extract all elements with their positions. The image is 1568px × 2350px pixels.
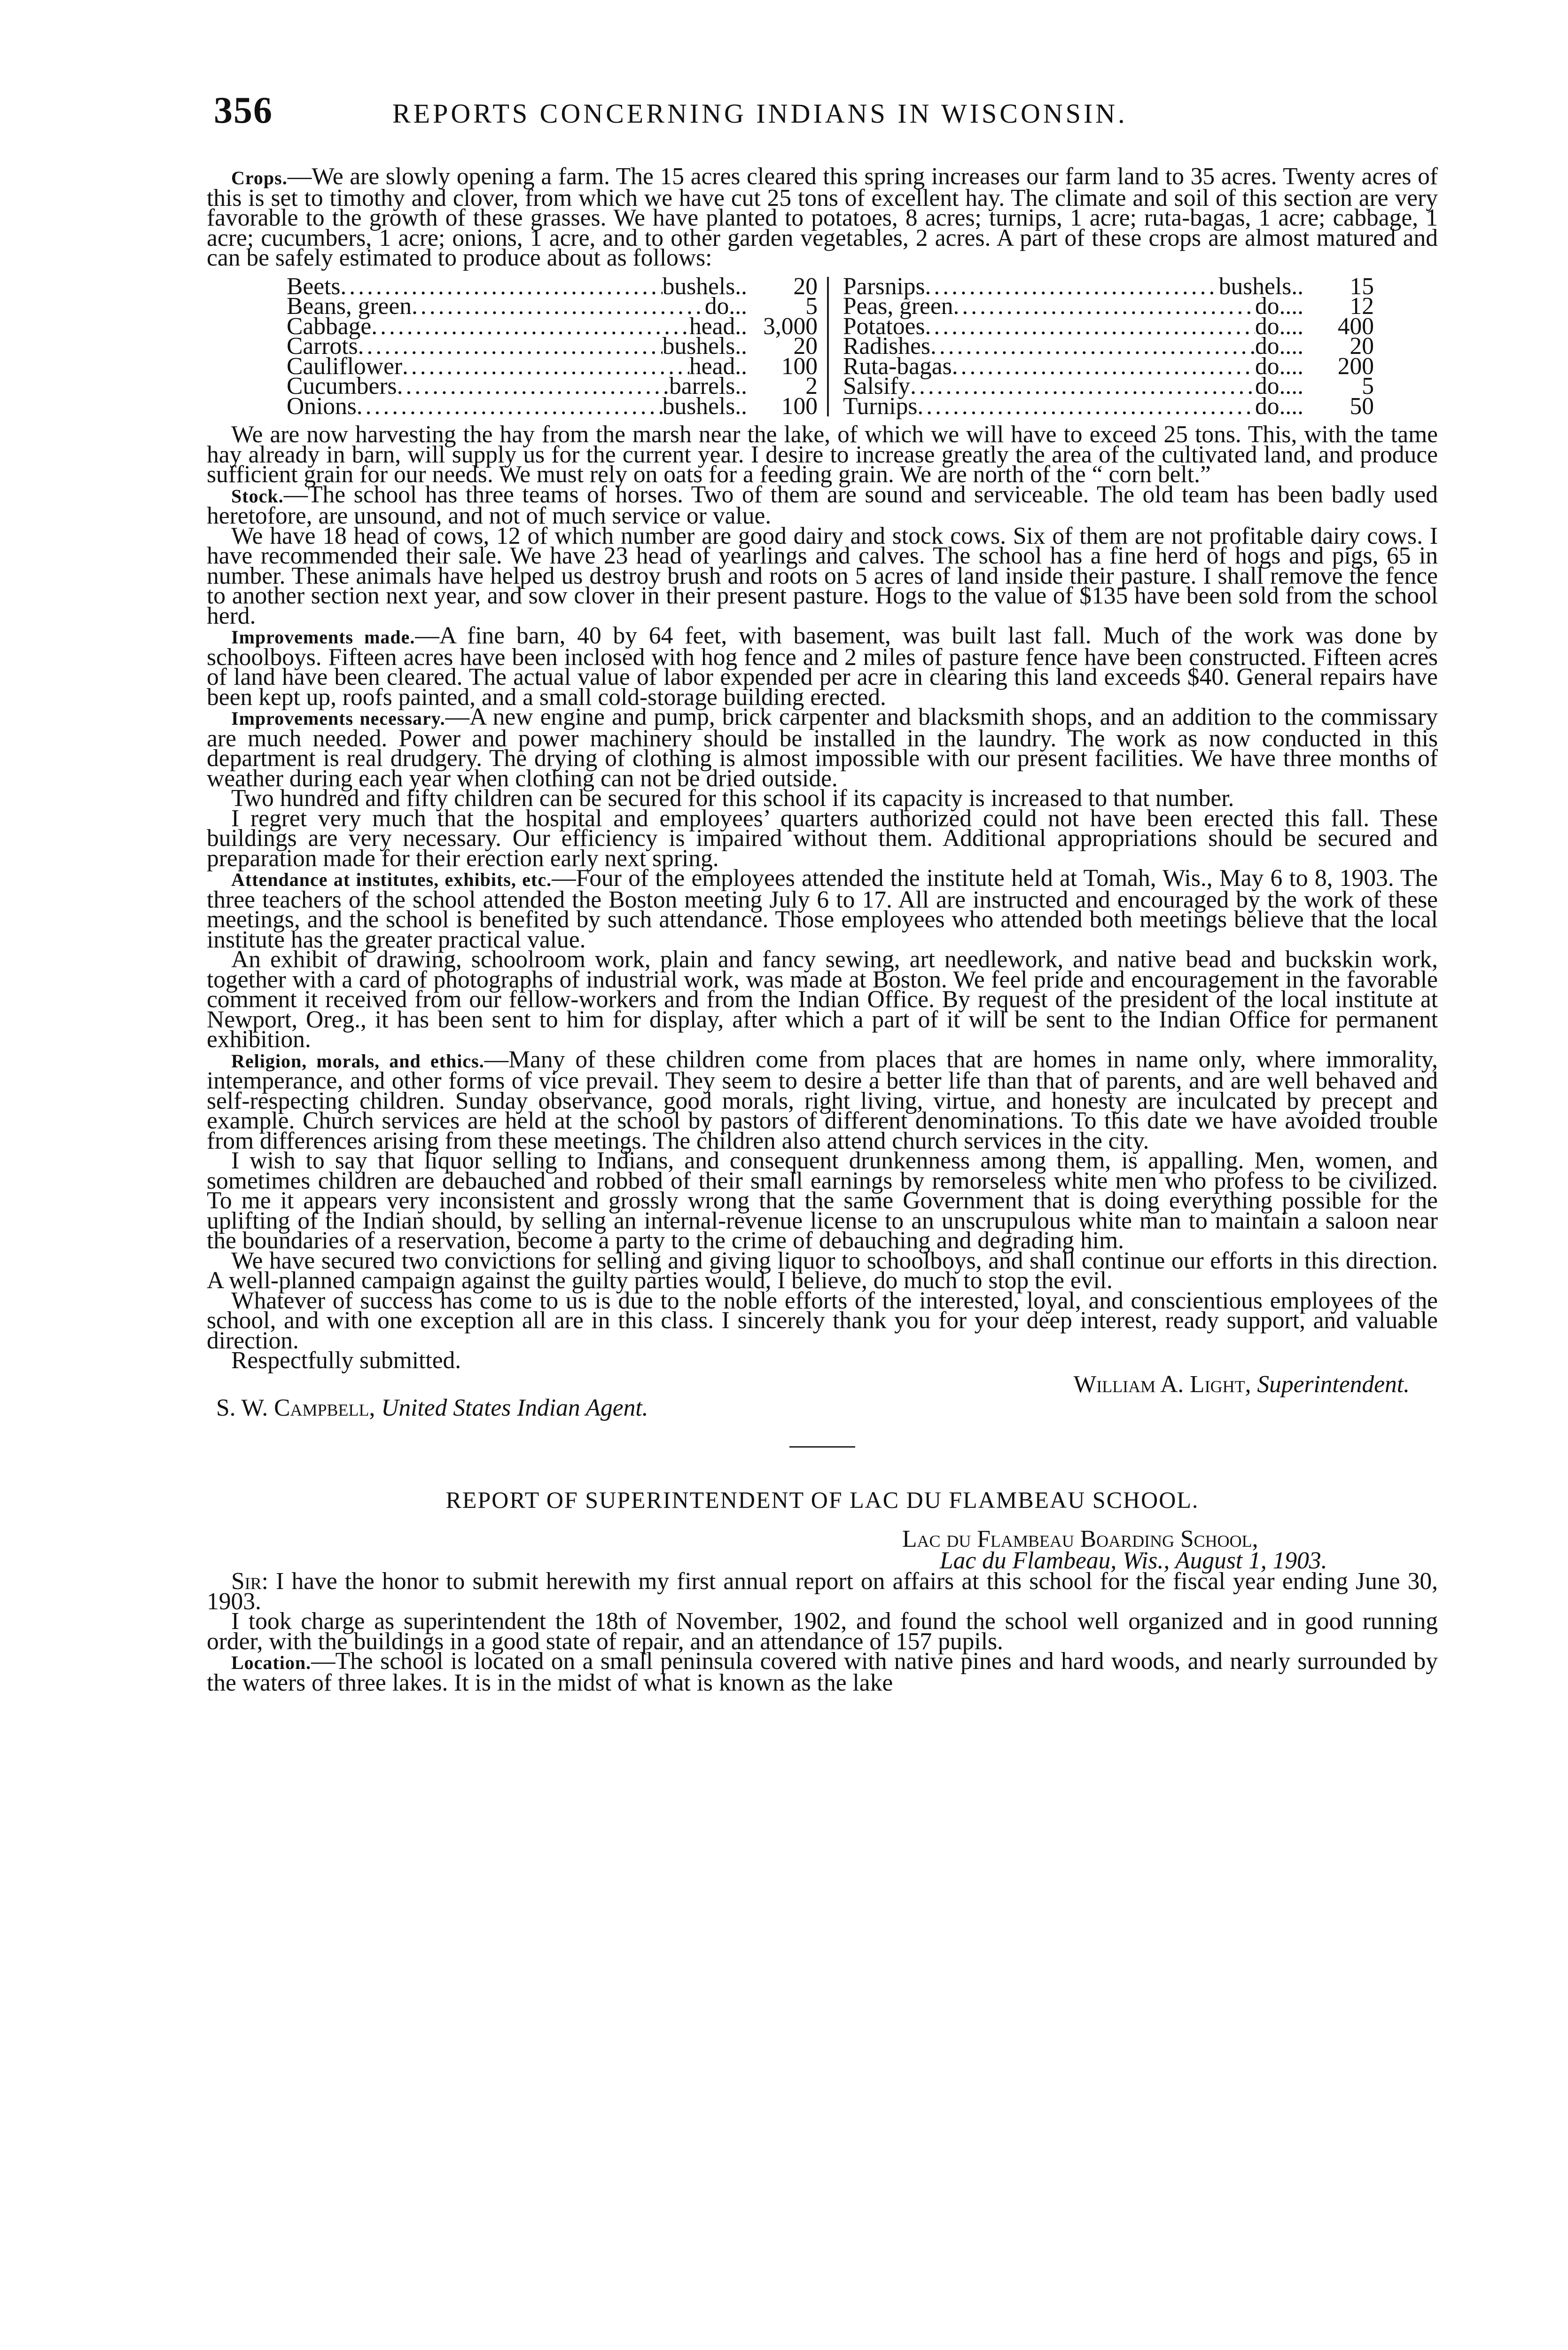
letter-address (902, 1528, 1438, 1572)
signature-block (207, 1371, 1438, 1423)
table-row: Ruta-bagas ..... do.... 200 (843, 357, 1374, 377)
stock-heading: Stock. (231, 485, 284, 507)
improvements-necessary-paragraph: Improvements necessary.—A new engine and pump, brick carpenter and blacksmith shops, and an addition to the commissary are much needed. Power and power machinery should be installed in the laundry. The work as now conducted in this department is real drudgery. The drying of clothing is almost impossible with our present facilities. We have three months of weather during each year when clothing can not be dried outside. (207, 704, 1438, 792)
address-line-1: Lac du Flambeau Boarding School, (902, 1526, 1258, 1552)
crops-text: —We are slowly opening a farm. The 15 acres cleared this spring increases our farm land to 35 acres. Twenty acres of this is set to timothy and clover, from which we have cut 25 tons of excellent hay. The climate and soil of this section are very favorable to the growth of these grasses. We have planted to potatoes, 8 acres; turnips, 1 acre; ruta-bagas, 1 acre; cabbage, 1 acre; cucumbers, 1 acre; onions, 1 acre, and to other garden vegetables, 2 acres. A part of these crops are almost matured and can be safely estimated to produce about as follows: (207, 163, 1438, 271)
table-row: Beans, green ..... do... 5 (287, 297, 818, 317)
hospital-paragraph: I regret very much that the hospital and employees’ quarters authorized could not have been erected this fall. These buildings are very necessary. Our efficiency is impaired without them. Additional appropriations should be secured and preparation made for their erection early next spring. (207, 805, 1438, 872)
intro-paragraph: Sir: I have the honor to submit herewith my first annual report on affairs at this school for the fiscal year ending June 30, 1903. (207, 1568, 1438, 1615)
agent-addressee: S. W. Campbell, United States Indian Agent. (216, 1394, 648, 1421)
liquor-paragraph: I wish to say that liquor selling to Indians, and consequent drunkenness among them, is appalling. Men, women, and sometimes children are debauched and robbed of their small earnings by remorseless white men who profess to be civilized. To me it appears very inconsistent and grossly wrong that the same Government that is doing everything possible for the uplifting of the Indian should, by selling an internal-revenue license to an unscrupulous white man to maintain a saloon near the boundaries of a reservation, become a party to the crime of debauching and degrading him. (207, 1147, 1438, 1254)
address-line-2: Lac du Flambeau, Wis., August 1, 1903. (940, 1547, 1327, 1574)
table-row: Parsnips ..... bushels.. 15 (843, 277, 1374, 297)
section-divider (789, 1446, 855, 1448)
improvements-made-heading: Improvements made. (231, 627, 415, 648)
table-row: Salsify ..... do.... 5 (843, 376, 1374, 397)
improvements-necessary-heading: Improvements necessary. (231, 708, 445, 729)
table-row: Cucumbers ..... barrels.. 2 (287, 376, 818, 397)
crops-paragraph (207, 163, 1438, 271)
location-paragraph: Location.—The school is located on a small peninsula covered with native pines and hard woods, and nearly surrounded by the waters of three lakes. It is in the midst of what is known as the lake (207, 1648, 1438, 1696)
table-row: Cauliflower ..... head.. 100 (287, 357, 818, 377)
table-row: Potatoes ..... do.... 400 (843, 317, 1374, 337)
stock-paragraph: Stock.—The school has three teams of horses. Two of them are sound and serviceable. The old team has been badly used heretofore, are unsound, and not of much service or value. (207, 481, 1438, 529)
page-number: 356 (214, 90, 273, 131)
salutation: Sir: (231, 1568, 268, 1595)
capacity-paragraph: Two hundred and fifty children can be secured for this school if its capacity is increased to that number. (231, 785, 1234, 812)
improvements-made-paragraph: Improvements made.—A fine barn, 40 by 64 feet, with basement, was built last fall. Much of the work was done by schoolboys. Fifteen acres have been inclosed with hog fence and 2 miles of pasture fence have been constructed. Fifteen acres of land have been cleared. The actual value of labor expended per acre in clearing this land exceeds $40. General repairs have been kept up, roofs painted, and a small cold-storage building erected. (207, 622, 1438, 711)
charge-paragraph: I took charge as superintendent the 18th of November, 1902, and found the school well organized and in good running order, with the buildings in a good state of repair, and an attendance of 157 pupils. (207, 1608, 1438, 1655)
table-row: Cabbage ..... head.. 3,000 (287, 317, 818, 337)
page-body (207, 163, 1438, 1696)
table-row: Carrots ..... bushels.. 20 (287, 337, 818, 357)
attendance-heading: Attendance at institutes, exhibits, etc. (231, 869, 552, 890)
harvest-paragraph: We are now harvesting the hay from the marsh near the lake, of which we will have to exceed 25 tons. This, with the tame hay already in barn, will supply us for the current year. I desire to increase greatly the area of the cultivated land, and produce sufficient grain for our needs. We must rely on oats for a feeding grain. We are north of the “ corn belt.” (207, 421, 1438, 488)
success-paragraph: Whatever of success has come to us is due to the noble efforts of the interested, loyal, and conscientious employees of the school, and with one exception all are in this class. I sincerely thank you for your deep interest, ready support, and valuable direction. (207, 1287, 1438, 1354)
running-head: REPORTS CONCERNING INDIANS IN WISCONSIN. (392, 98, 1128, 129)
table-row: Onions ..... bushels.. 100 (287, 397, 818, 417)
crop-table-left-column (287, 273, 829, 420)
crops-heading: Crops. (231, 167, 288, 188)
table-row: Radishes ..... do.... 20 (843, 337, 1374, 357)
table-row: Peas, green ..... do.... 12 (843, 297, 1374, 317)
closing-line: Respectfully submitted. (231, 1347, 461, 1374)
attendance-paragraph: Attendance at institutes, exhibits, etc.—Four of the employees attended the institute held at Tomah, Wis., May 6 to 8, 1903. The three teachers of the school attended the Boston meeting July 6 to 17. All are instructed and encouraged by the work of these meetings, and the school is benefited by such attendance. Those employees who attended both meetings believe that the local institute has the greater practical value. (207, 865, 1438, 953)
crop-estimate-table (287, 273, 1381, 420)
report-title: REPORT OF SUPERINTENDENT OF LAC DU FLAMBEAU SCHOOL. (445, 1486, 1199, 1513)
religion-heading: Religion, morals, and ethics. (231, 1050, 484, 1072)
location-heading: Location. (231, 1652, 312, 1673)
superintendent-signature: William A. Light, Superintendent. (1073, 1371, 1410, 1398)
cows-paragraph: We have 18 head of cows, 12 of which number are good dairy and stock cows. Six of them are not profitable dairy cows. I have recommended their sale. We have 23 head of yearlings and calves. The school has a fine herd of hogs and pigs, 65 in number. These animals have helped us destroy brush and roots on 5 acres of land inside their pasture. I shall remove the fence to another section next year, and sow clover in their present pasture. Hogs to the value of $135 have been sold from the school herd. (207, 522, 1438, 629)
table-row: Turnips ..... do.... 50 (843, 397, 1374, 417)
crop-table-right-column (829, 273, 1374, 420)
exhibit-paragraph: An exhibit of drawing, schoolroom work, plain and fancy sewing, art needlework, and native bead and buckskin work, together with a card of photographs of industrial work, was made at Boston. We feel pride and encouragement in the favorable comment it received from our fellow-workers and from the Indian Office. By request of the president of the local institute at Newport, Oreg., it has been sent to him for display, after which a part of it will be sent to the Indian Office for permanent exhibition. (207, 946, 1438, 1053)
convictions-paragraph: We have secured two convictions for selling and giving liquor to schoolboys, and shall continue our efforts in this direction. A well-planned campaign against the guilty parties would, I believe, do much to stop the evil. (207, 1247, 1438, 1294)
page-header (214, 89, 1435, 141)
religion-paragraph: Religion, morals, and ethics.—Many of these children come from places that are homes in name only, where immorality, intemperance, and other forms of vice prevail. They seem to desire a better life than that of parents, and are well behaved and self-respecting children. Sunday observance, good morals, right living, virtue, and honesty are inculcated by precept and example. Church services are held at the school by pastors of different denominations. To this date we have avoided trouble from differences arising from these meetings. The children also attend church services in the city. (207, 1046, 1438, 1154)
table-row: Beets ..... bushels.. 20 (287, 277, 818, 297)
